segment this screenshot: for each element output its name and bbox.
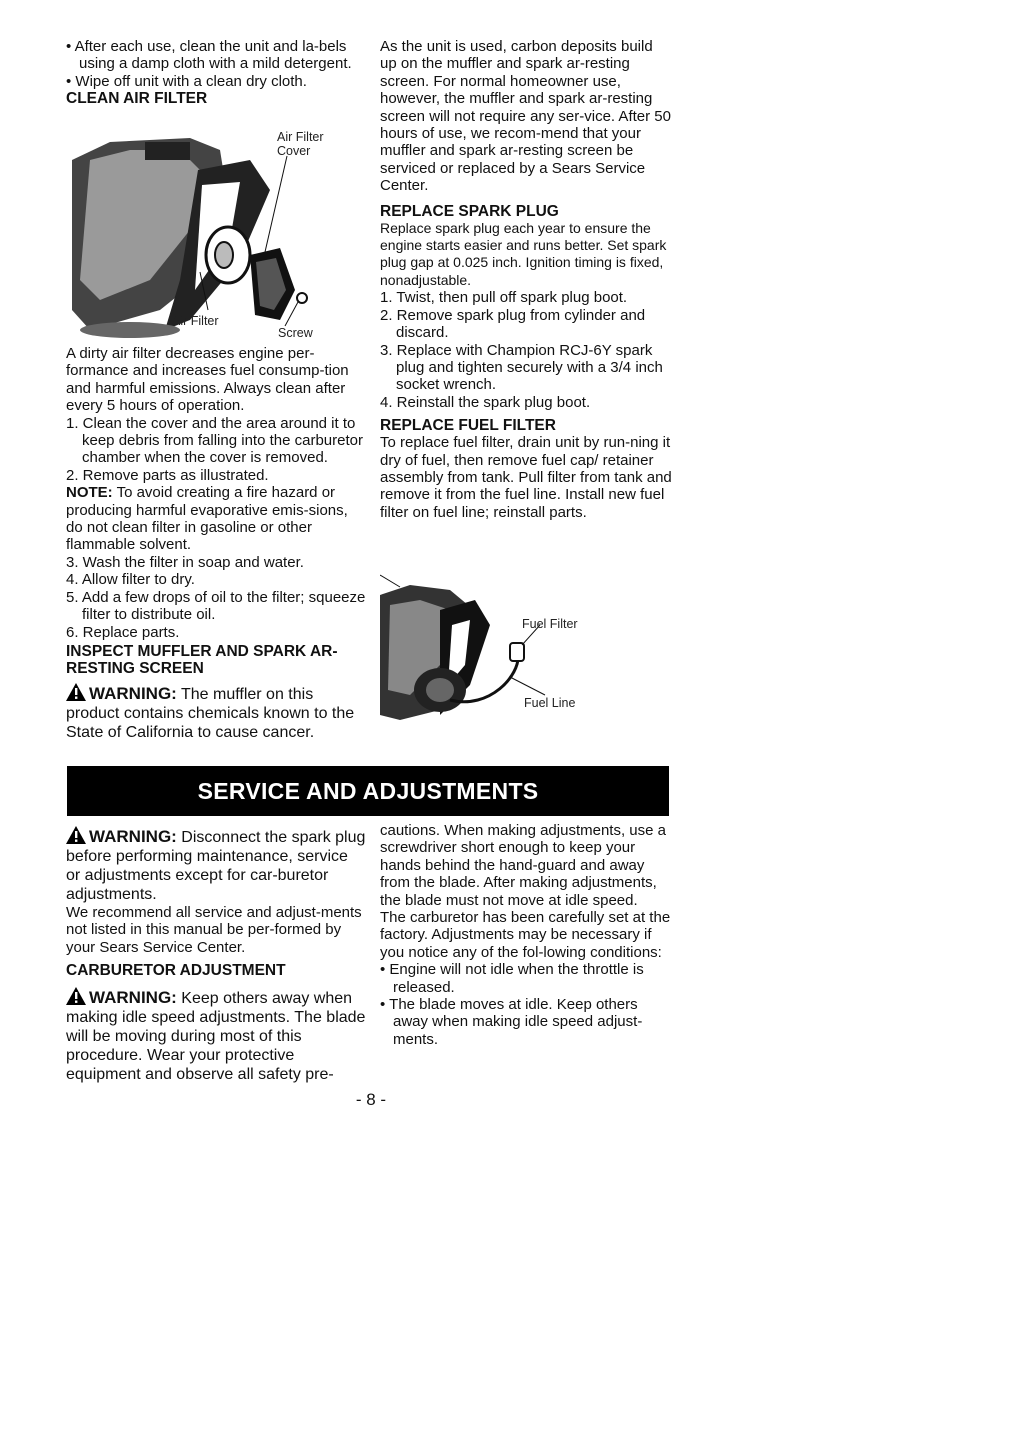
fuel-line-label: Fuel Line xyxy=(524,696,576,710)
spark-step-1: 1. Twist, then pull off spark plug boot. xyxy=(380,289,628,307)
bottom-left-column xyxy=(66,826,366,1084)
disconnect-warning xyxy=(66,826,366,904)
step-5: 5. Add a few drops of oil to the filter; squeeze filter to distribute oil. xyxy=(66,588,366,624)
right-column-top xyxy=(380,38,672,521)
bullet-wipe-unit: • Wipe off unit with a clean dry cloth. xyxy=(66,72,307,90)
air-filter-figure xyxy=(70,130,350,342)
fuel-filter-label: Fuel Filter xyxy=(522,617,578,631)
recommend-text: We recommend all service and adjust-ments not listed in this manual be per-formed by your Sears Service Center. xyxy=(66,904,362,956)
step-3: 3. Wash the filter in soap and water. xyxy=(66,553,304,571)
disconnect-warning-text: Disconnect the spark plug before performing maintenance, service or adjustments except for car-buretor adjustments. xyxy=(66,829,366,903)
note-text: To avoid creating a fire hazard or producing harmful evaporative emis-sions, do not clean filter in gasoline or other flammable solvent. xyxy=(66,484,348,554)
bottom-right-column xyxy=(380,822,672,1048)
air-filter-illustration xyxy=(70,130,350,342)
fuel-filter-text: To replace fuel filter, drain unit by run-ning it dry of fuel, then remove fuel cap/ retainer assembly from tank. Pull filter from tank and remove it from the fuel line. Install new fuel filter on fuel line; reinstall parts. xyxy=(380,434,672,521)
fuel-filter-heading: REPLACE FUEL FILTER xyxy=(380,417,556,435)
spark-step-4: 4. Reinstall the spark plug boot. xyxy=(380,393,591,411)
air-filter-cover-label: Air Filter Cover xyxy=(277,130,324,158)
condition-bullet-2: • The blade moves at idle. Keep others away when making idle speed adjust-ments. xyxy=(380,996,643,1048)
air-filter-label: Air Filter xyxy=(172,314,219,328)
left-column-body xyxy=(66,345,366,742)
muffler-warning-text: The muffler on this product contains chemicals known to the State of California to cause cancer. xyxy=(66,685,355,741)
carbon-deposits-text: As the unit is used, carbon deposits build up on the muffler and spark ar-resting screen. For normal homeowner use, however, the muffler and spark ar-resting screen will not require any ser-vice. After 50 hours of use, we recom-mend that your muffler and spark ar-resting screen be serviced or replaced by a Sears Service Center. xyxy=(380,38,671,195)
muffler-warning xyxy=(66,683,366,742)
left-column-top xyxy=(66,38,366,107)
service-adjustments-banner xyxy=(67,766,669,816)
warning-label: WARNING: xyxy=(89,827,177,846)
spark-plug-heading: REPLACE SPARK PLUG xyxy=(380,202,559,220)
warning-label: WARNING: xyxy=(89,683,177,703)
banner-title: SERVICE AND ADJUSTMENTS xyxy=(197,778,539,804)
note-paragraph xyxy=(66,484,366,554)
factory-text: The carburetor has been carefully set at the factory. Adjustments may be necessary if you notice any of the fol-lowing conditions: xyxy=(380,909,671,961)
warning-triangle-icon xyxy=(66,987,86,1005)
carburetor-warning xyxy=(66,987,366,1084)
warning-label: WARNING: xyxy=(89,988,177,1008)
bullet-text: Wipe off unit with a clean dry cloth. xyxy=(75,72,307,90)
cautions-text: cautions. When making adjustments, use a screwdriver short enough to keep your hands behind the hand-guard and away from the blade. After making adjustments, the blade must not move at idle speed. xyxy=(380,822,666,909)
condition-bullet-1: • Engine will not idle when the throttle is released. xyxy=(380,961,644,996)
step-2: 2. Remove parts as illustrated. xyxy=(66,466,269,484)
screw-label: Screw xyxy=(278,326,313,340)
step-6: 6. Replace parts. xyxy=(66,623,180,641)
spark-plug-text: Replace spark plug each year to ensure the engine starts easier and runs better. Set spark plug gap at 0.025 inch. Ignition timing is fixed, nonadjustable. xyxy=(380,219,667,288)
step-1: 1. Clean the cover and the area around it to keep debris from falling into the carburetor chamber when the cover is removed. xyxy=(66,414,363,467)
spark-step-2: 2. Remove spark plug from cylinder and discard. xyxy=(380,306,646,342)
fuel-filter-figure xyxy=(380,565,640,725)
bullet-clean-unit: • After each use, clean the unit and la-bels using a damp cloth with a mild detergent. xyxy=(66,38,352,73)
step-4: 4. Allow filter to dry. xyxy=(66,571,195,589)
condition-text: The blade moves at idle. Keep others away when making idle speed adjust-ments. xyxy=(389,996,643,1048)
carburetor-heading: CARBURETOR ADJUSTMENT xyxy=(66,962,286,980)
dirty-filter-text: A dirty air filter decreases engine per-formance and increases fuel consump-tion and harmful emissions. Always clean after every 5 hours of operation. xyxy=(66,345,349,415)
condition-text: Engine will not idle when the throttle is released. xyxy=(389,961,644,996)
carburetor-warning-text: Keep others away when making idle speed adjustments. The blade will be moving during most of this procedure. Wear your protective equipment and observe all safety pre- xyxy=(66,990,366,1084)
muffler-heading: INSPECT MUFFLER AND SPARK AR-RESTING SCREEN xyxy=(66,642,338,677)
warning-triangle-icon xyxy=(66,683,86,701)
spark-step-3: 3. Replace with Champion RCJ-6Y spark plug and tighten securely with a 3/4 inch socket wrench. xyxy=(380,341,663,394)
page-number: - 8 - xyxy=(355,1090,387,1109)
clean-air-filter-heading: CLEAN AIR FILTER xyxy=(66,90,208,108)
note-label: NOTE: xyxy=(66,484,113,502)
bullet-text: After each use, clean the unit and la-bels using a damp cloth with a mild detergent. xyxy=(74,38,352,73)
warning-triangle-icon xyxy=(66,826,86,844)
